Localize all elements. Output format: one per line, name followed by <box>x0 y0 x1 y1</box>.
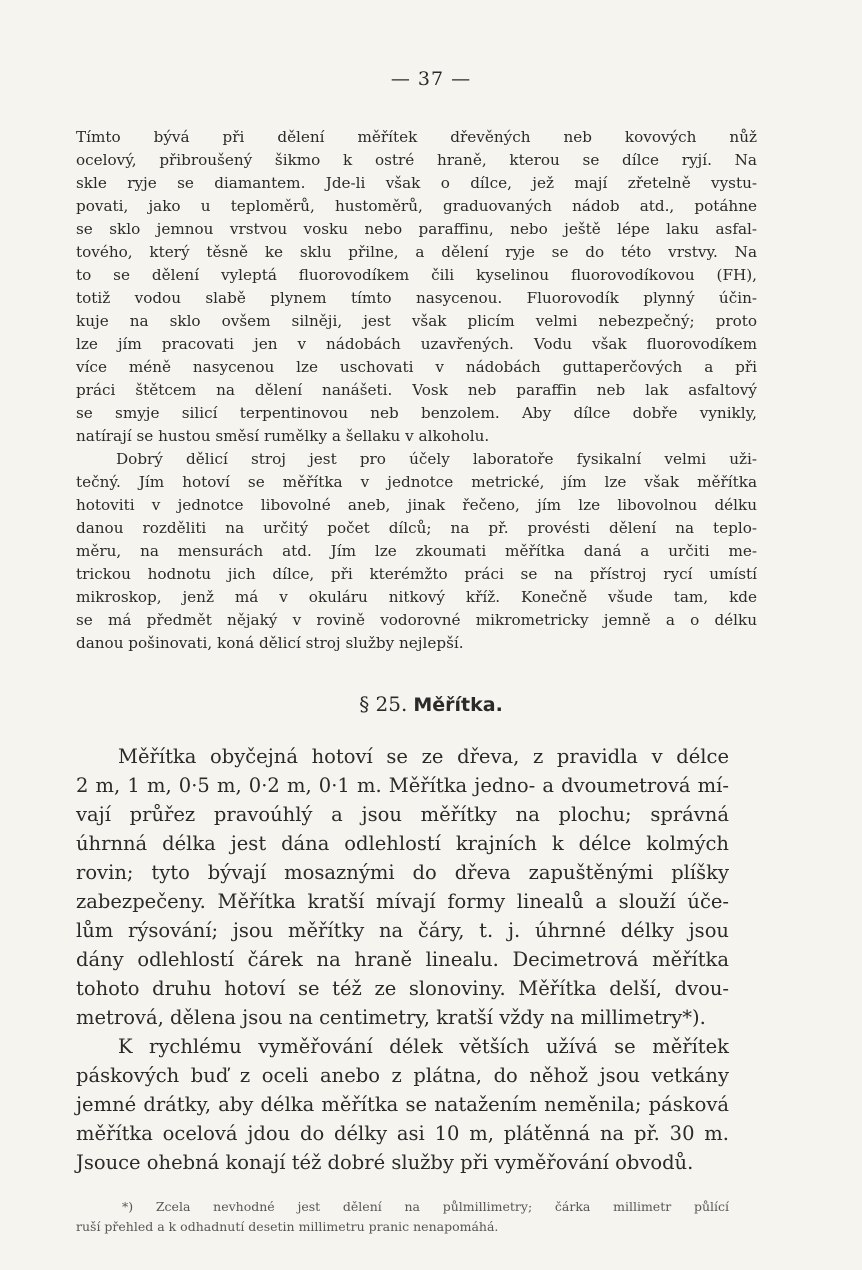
text-line: zabezpečeny. Měřítka kratší mívají formy linealů a slouží úče- <box>76 890 729 913</box>
section-title: Měřítka. <box>413 694 503 716</box>
text-line: danou rozděliti na určitý počet dílců; na př. provésti dělení na teplo- <box>76 519 757 537</box>
text-line: natírají se hustou směsí rumělky a šellaku v alkoholu. <box>76 427 490 445</box>
footnote-line: *) Zcela nevhodné jest dělení na půlmillimetry; čárka millimetr půlící <box>122 1199 729 1214</box>
text-line: trickou hodnotu jich dílce, při kterémžto práci se na přístroj rycí umístí <box>76 565 757 583</box>
text-line: kuje na sklo ovšem silněji, jest však plicím velmi nebezpečný; proto <box>76 312 757 330</box>
text-line: se sklo jemnou vrstvou vosku nebo paraffinu, nebo ještě lépe laku asfal- <box>76 220 757 238</box>
text-line: povati, jako u teploměrů, hustoměrů, graduovaných nádob atd., potáhne <box>76 197 757 215</box>
text-line: tečný. Jím hotoví se měřítka v jednotce metrické, jím lze však měřítka <box>76 473 757 491</box>
footnote-line: ruší přehled a k odhadnutí desetin millimetru pranic nenapomáhá. <box>76 1219 499 1234</box>
text-line: K rychlému vyměřování délek větších užívá se měřítek <box>118 1035 729 1058</box>
text-line: se smyje silicí terpentinovou neb benzolem. Aby dílce dobře vynikly, <box>76 404 757 422</box>
text-line: měřítka ocelová jdou do délky asi 10 m, plátěnná na př. 30 m. <box>76 1122 729 1145</box>
text-line: hotoviti v jednotce libovolné aneb, jinak řečeno, jím lze libovolnou délku <box>76 496 757 514</box>
text-line: Dobrý dělicí stroj jest pro účely laboratoře fysikalní velmi uži- <box>116 450 757 468</box>
page-number: — 37 — <box>390 68 472 90</box>
text-line: tového, který těsně ke sklu přilne, a dělení ryje se do této vrstvy. Na <box>76 243 757 261</box>
text-line: skle ryje se diamantem. Jde-li však o dílce, jež mají zřetelně vystu- <box>76 174 757 192</box>
text-line: práci štětcem na dělení nanášeti. Vosk neb paraffin neb lak asfaltový <box>76 381 757 399</box>
text-line: rovin; tyto bývají mosaznými do dřeva zapuštěnými plíšky <box>76 861 729 884</box>
section-number: § 25. <box>359 692 408 716</box>
text-line: Tímto bývá při dělení měřítek dřevěných neb kovových nůž <box>76 128 757 146</box>
text-line: úhrnná délka jest dána odlehlostí krajních k délce kolmých <box>76 832 729 855</box>
text-line: se má předmět nějaký v rovině vodorovné mikrometricky jemně a o délku <box>76 611 757 629</box>
text-line: metrová, dělena jsou na centimetry, kratší vždy na millimetry*). <box>76 1006 706 1029</box>
text-line: Měřítka obyčejná hotoví se ze dřeva, z pravidla v délce <box>118 745 729 768</box>
text-line: páskových buď z oceli anebo z plátna, do něhož jsou vetkány <box>76 1064 729 1087</box>
text-line: lům rýsování; jsou měřítky na čáry, t. j. úhrnné délky jsou <box>76 919 729 942</box>
text-line: 2 m, 1 m, 0·5 m, 0·2 m, 0·1 m. Měřítka jedno- a dvoumetrová mí- <box>76 774 729 797</box>
text-line: Jsouce ohebná konají též dobré služby při vyměřování obvodů. <box>76 1151 694 1174</box>
section-heading <box>0 692 862 716</box>
text-line: měru, na mensurách atd. Jím lze zkoumati měřítka daná a určiti me- <box>76 542 757 560</box>
text-line: tohoto druhu hotoví se též ze slonoviny. Měřítka delší, dvou- <box>76 977 729 1000</box>
text-line: více méně nasycenou lze uschovati v nádobách guttaperčových a při <box>76 358 757 376</box>
text-line: mikroskop, jenž má v okuláru nitkový kříž. Konečně všude tam, kde <box>76 588 757 606</box>
text-line: danou pošinovati, koná dělicí stroj služby nejlepší. <box>76 634 464 652</box>
text-line: vají průřez pravoúhlý a jsou měřítky na plochu; správná <box>76 803 729 826</box>
text-line: lze jím pracovati jen v nádobách uzavřených. Vodu však fluorovodíkem <box>76 335 757 353</box>
text-line: ocelový, přibroušený šikmo k ostré hraně, kterou se dílce ryjí. Na <box>76 151 757 169</box>
text-line: to se dělení vyleptá fluorovodíkem čili kyselinou fluorovodíkovou (FH), <box>76 266 757 284</box>
text-line: dány odlehlostí čárek na hraně linealu. Decimetrová měřítka <box>76 948 729 971</box>
text-line: totiž vodou slabě plynem tímto nasycenou. Fluorovodík plynný účin- <box>76 289 757 307</box>
text-line: jemné drátky, aby délka měřítka se natažením neměnila; pásková <box>76 1093 729 1116</box>
